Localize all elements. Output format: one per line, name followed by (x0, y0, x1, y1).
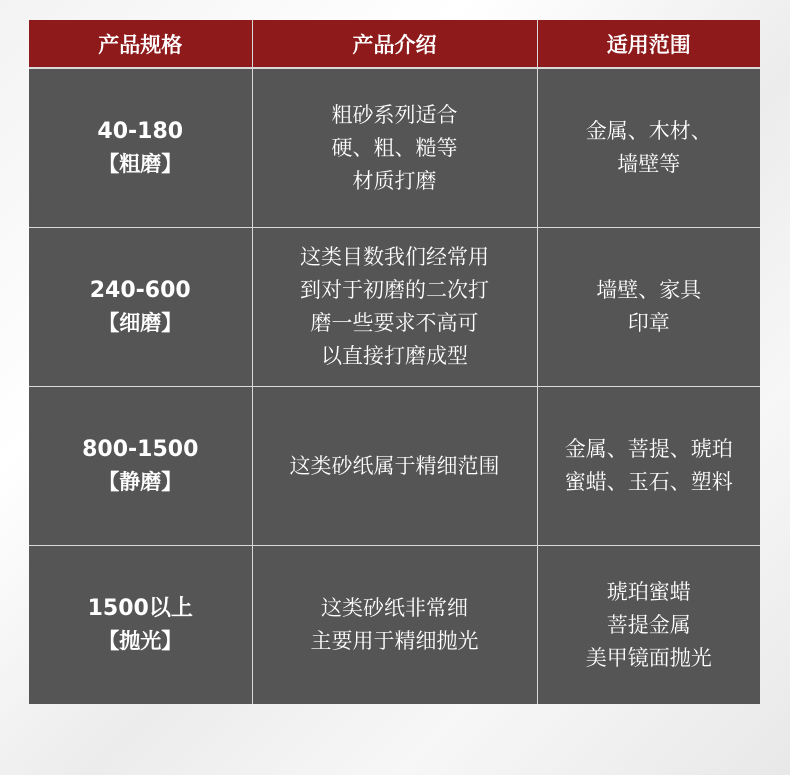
intro-line: 这类砂纸非常细 (321, 596, 468, 620)
usage-cell (537, 546, 760, 705)
usage-cell (537, 387, 760, 546)
spec-grade: 【静磨】 (98, 470, 183, 494)
table-header-row (29, 20, 760, 68)
spec-size: 1500以上 (87, 596, 193, 621)
usage-line: 琥珀蜜蜡 (606, 579, 691, 604)
intro-line: 到对于初磨的二次打 (300, 278, 489, 302)
table-row (29, 228, 760, 387)
spec-size: 40-180 (97, 119, 184, 144)
spec-cell (29, 546, 252, 705)
spec-cell (29, 68, 252, 228)
spec-grade: 【抛光】 (98, 629, 183, 653)
intro-cell (252, 546, 537, 705)
table-row (29, 68, 760, 228)
intro-line: 这类砂纸属于精细范围 (289, 453, 500, 478)
intro-cell (252, 228, 537, 387)
intro-line: 主要用于精细抛光 (310, 629, 479, 653)
intro-cell (252, 68, 537, 228)
spec-cell (29, 228, 252, 387)
table-row (29, 387, 760, 546)
intro-line: 粗砂系列适合 (331, 102, 458, 127)
header-spec: 产品规格 (29, 20, 252, 68)
intro-line: 材质打磨 (352, 168, 437, 193)
intro-line: 硬、粗、糙等 (331, 135, 458, 160)
spec-size: 240-600 (89, 278, 191, 303)
usage-cell (537, 228, 760, 387)
intro-cell (252, 387, 537, 546)
usage-line: 美甲镜面抛光 (585, 645, 712, 670)
intro-line: 以直接打磨成型 (321, 344, 468, 368)
usage-line: 金属、菩提、琥珀 (564, 437, 733, 461)
intro-line: 磨一些要求不高可 (310, 311, 479, 335)
header-usage: 适用范围 (537, 20, 760, 68)
spec-grade: 【细磨】 (98, 311, 183, 335)
spec-cell (29, 387, 252, 546)
spec-grade: 【粗磨】 (98, 152, 183, 176)
usage-cell (537, 68, 760, 228)
usage-line: 墙壁、家具 (596, 278, 702, 302)
spec-size: 800-1500 (82, 437, 199, 462)
usage-line: 菩提金属 (606, 612, 691, 637)
table-row (29, 546, 760, 705)
header-intro: 产品介绍 (252, 20, 537, 68)
intro-line: 这类目数我们经常用 (300, 245, 489, 269)
usage-line: 蜜蜡、玉石、塑料 (564, 470, 733, 494)
usage-line: 印章 (627, 311, 670, 335)
usage-line: 金属、木材、 (585, 119, 712, 143)
sandpaper-spec-table (29, 20, 760, 704)
usage-line: 墙壁等 (617, 152, 681, 176)
